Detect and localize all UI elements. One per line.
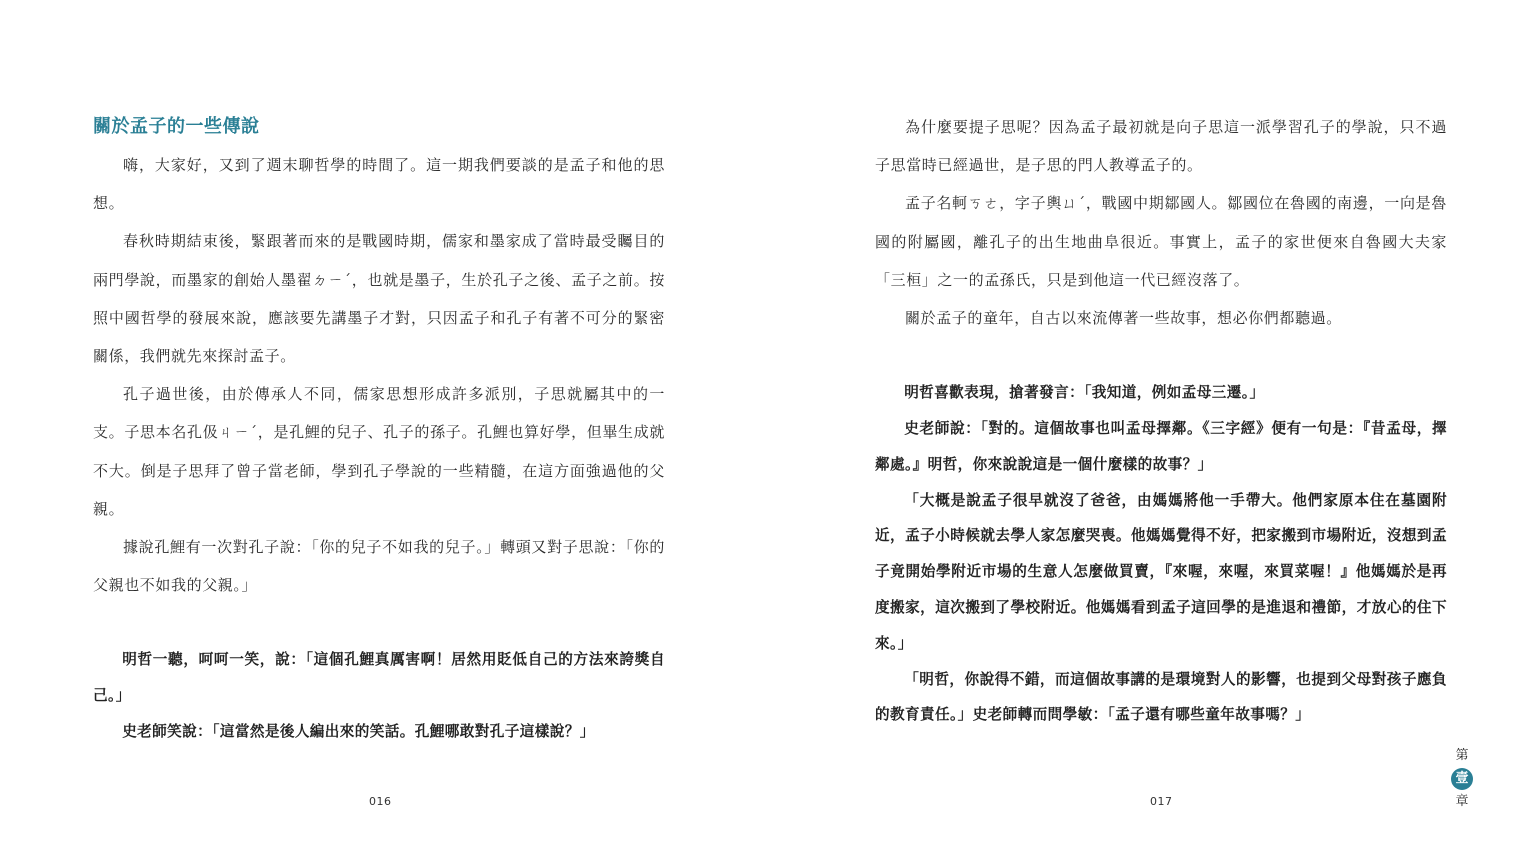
body-paragraph: 關於孟子的童年，自古以來流傳著一些故事，想必你們都聽過。 [905, 309, 1342, 328]
right-page [770, 0, 1540, 866]
left-paragraphs [93, 146, 665, 750]
body-paragraph: 孟子名軻ㄎㄜ，字子輿ㄩˊ，戰國中期鄒國人。鄒國位在魯國的南邊，一向是魯國的附屬國，離孔子的出生地曲阜很近。事實上，孟子的家世便來自魯國大夫家「三桓」之一的孟孫氏，只是到他這一代已經沒落了。 [875, 194, 1447, 289]
dialog-paragraph: 史老師說：「對的。這個故事也叫孟母擇鄰。《三字經》便有一句是：『昔孟母，擇鄰處。』明哲，你來說說這是一個什麼樣的故事？」 [875, 420, 1447, 473]
dialog-paragraph: 「大概是說孟子很早就沒了爸爸，由媽媽將他一手帶大。他們家原本住在墓園附近，孟子小時候就去學人家怎麼哭喪。他媽媽覺得不好，把家搬到市場附近，沒想到孟子竟開始學附近市場的生意人怎麼做買賣，『來喔，來喔，來買菜喔！』他媽媽於是再度搬家，這次搬到了學校附近。他媽媽看到孟子這回學的是進退和禮節，才放心的住下來。」 [875, 491, 1447, 652]
body-paragraph: 孔子過世後，由於傳承人不同，儒家思想形成許多派別，子思就屬其中的一支。子思本名孔伋ㄐㄧˊ，是孔鯉的兒子、孔子的孫子。孔鯉也算好學，但畢生成就不大。倒是子思拜了曾子當老師，學到孔子學說的一些精髓，在這方面強過他的父親。 [93, 385, 665, 518]
page-number-right: 017 [1150, 795, 1173, 808]
dialog-paragraph: 明哲一聽，呵呵一笑，說：「這個孔鯉真厲害啊！居然用貶低自己的方法來誇獎自己。」 [93, 651, 665, 705]
right-paragraphs [875, 108, 1447, 733]
dialog-paragraph: 史老師笑說：「這當然是後人編出來的笑話。孔鯉哪敢對孔子這樣說？」 [122, 723, 595, 741]
paragraph-spacer [875, 337, 1447, 375]
chapter-number-badge: 壹 [1451, 768, 1473, 790]
body-paragraph: 為什麼要提子思呢？因為孟子最初就是向子思這一派學習孔子的學說，只不過子思當時已經過世，是子思的門人教導孟子的。 [875, 118, 1447, 175]
paragraph-spacer [93, 604, 665, 642]
right-text-column [875, 108, 1447, 733]
section-heading: 關於孟子的一些傳說 [93, 116, 260, 137]
dialog-paragraph: 明哲喜歡表現，搶著發言：「我知道，例如孟母三遷。」 [904, 384, 1265, 402]
left-text-column [93, 108, 665, 750]
body-paragraph: 嗨，大家好，又到了週末聊哲學的時間了。這一期我們要談的是孟子和他的思想。 [93, 156, 665, 213]
chapter-tab-prefix: 第 [1455, 748, 1469, 763]
chapter-tab [1450, 746, 1474, 812]
body-paragraph: 據說孔鯉有一次對孔子說：「你的兒子不如我的兒子。」轉頭又對子思說：「你的父親也不如我的父親。」 [93, 538, 665, 595]
body-paragraph: 春秋時期結束後，緊跟著而來的是戰國時期，儒家和墨家成了當時最受矚目的兩門學說，而墨家的創始人墨翟ㄉㄧˊ，也就是墨子，生於孔子之後、孟子之前。按照中國哲學的發展來說，應該要先講墨子才對，只因孟子和孔子有著不可分的緊密關係，我們就先來探討孟子。 [93, 232, 665, 366]
dialog-paragraph: 「明哲，你說得不錯，而這個故事講的是環境對人的影響，也提到父母對孩子應負的教育責任。」史老師轉而問學敏：「孟子還有哪些童年故事嗎？」 [875, 670, 1447, 724]
page-number-left: 016 [369, 795, 392, 808]
chapter-tab-suffix: 章 [1455, 794, 1469, 809]
